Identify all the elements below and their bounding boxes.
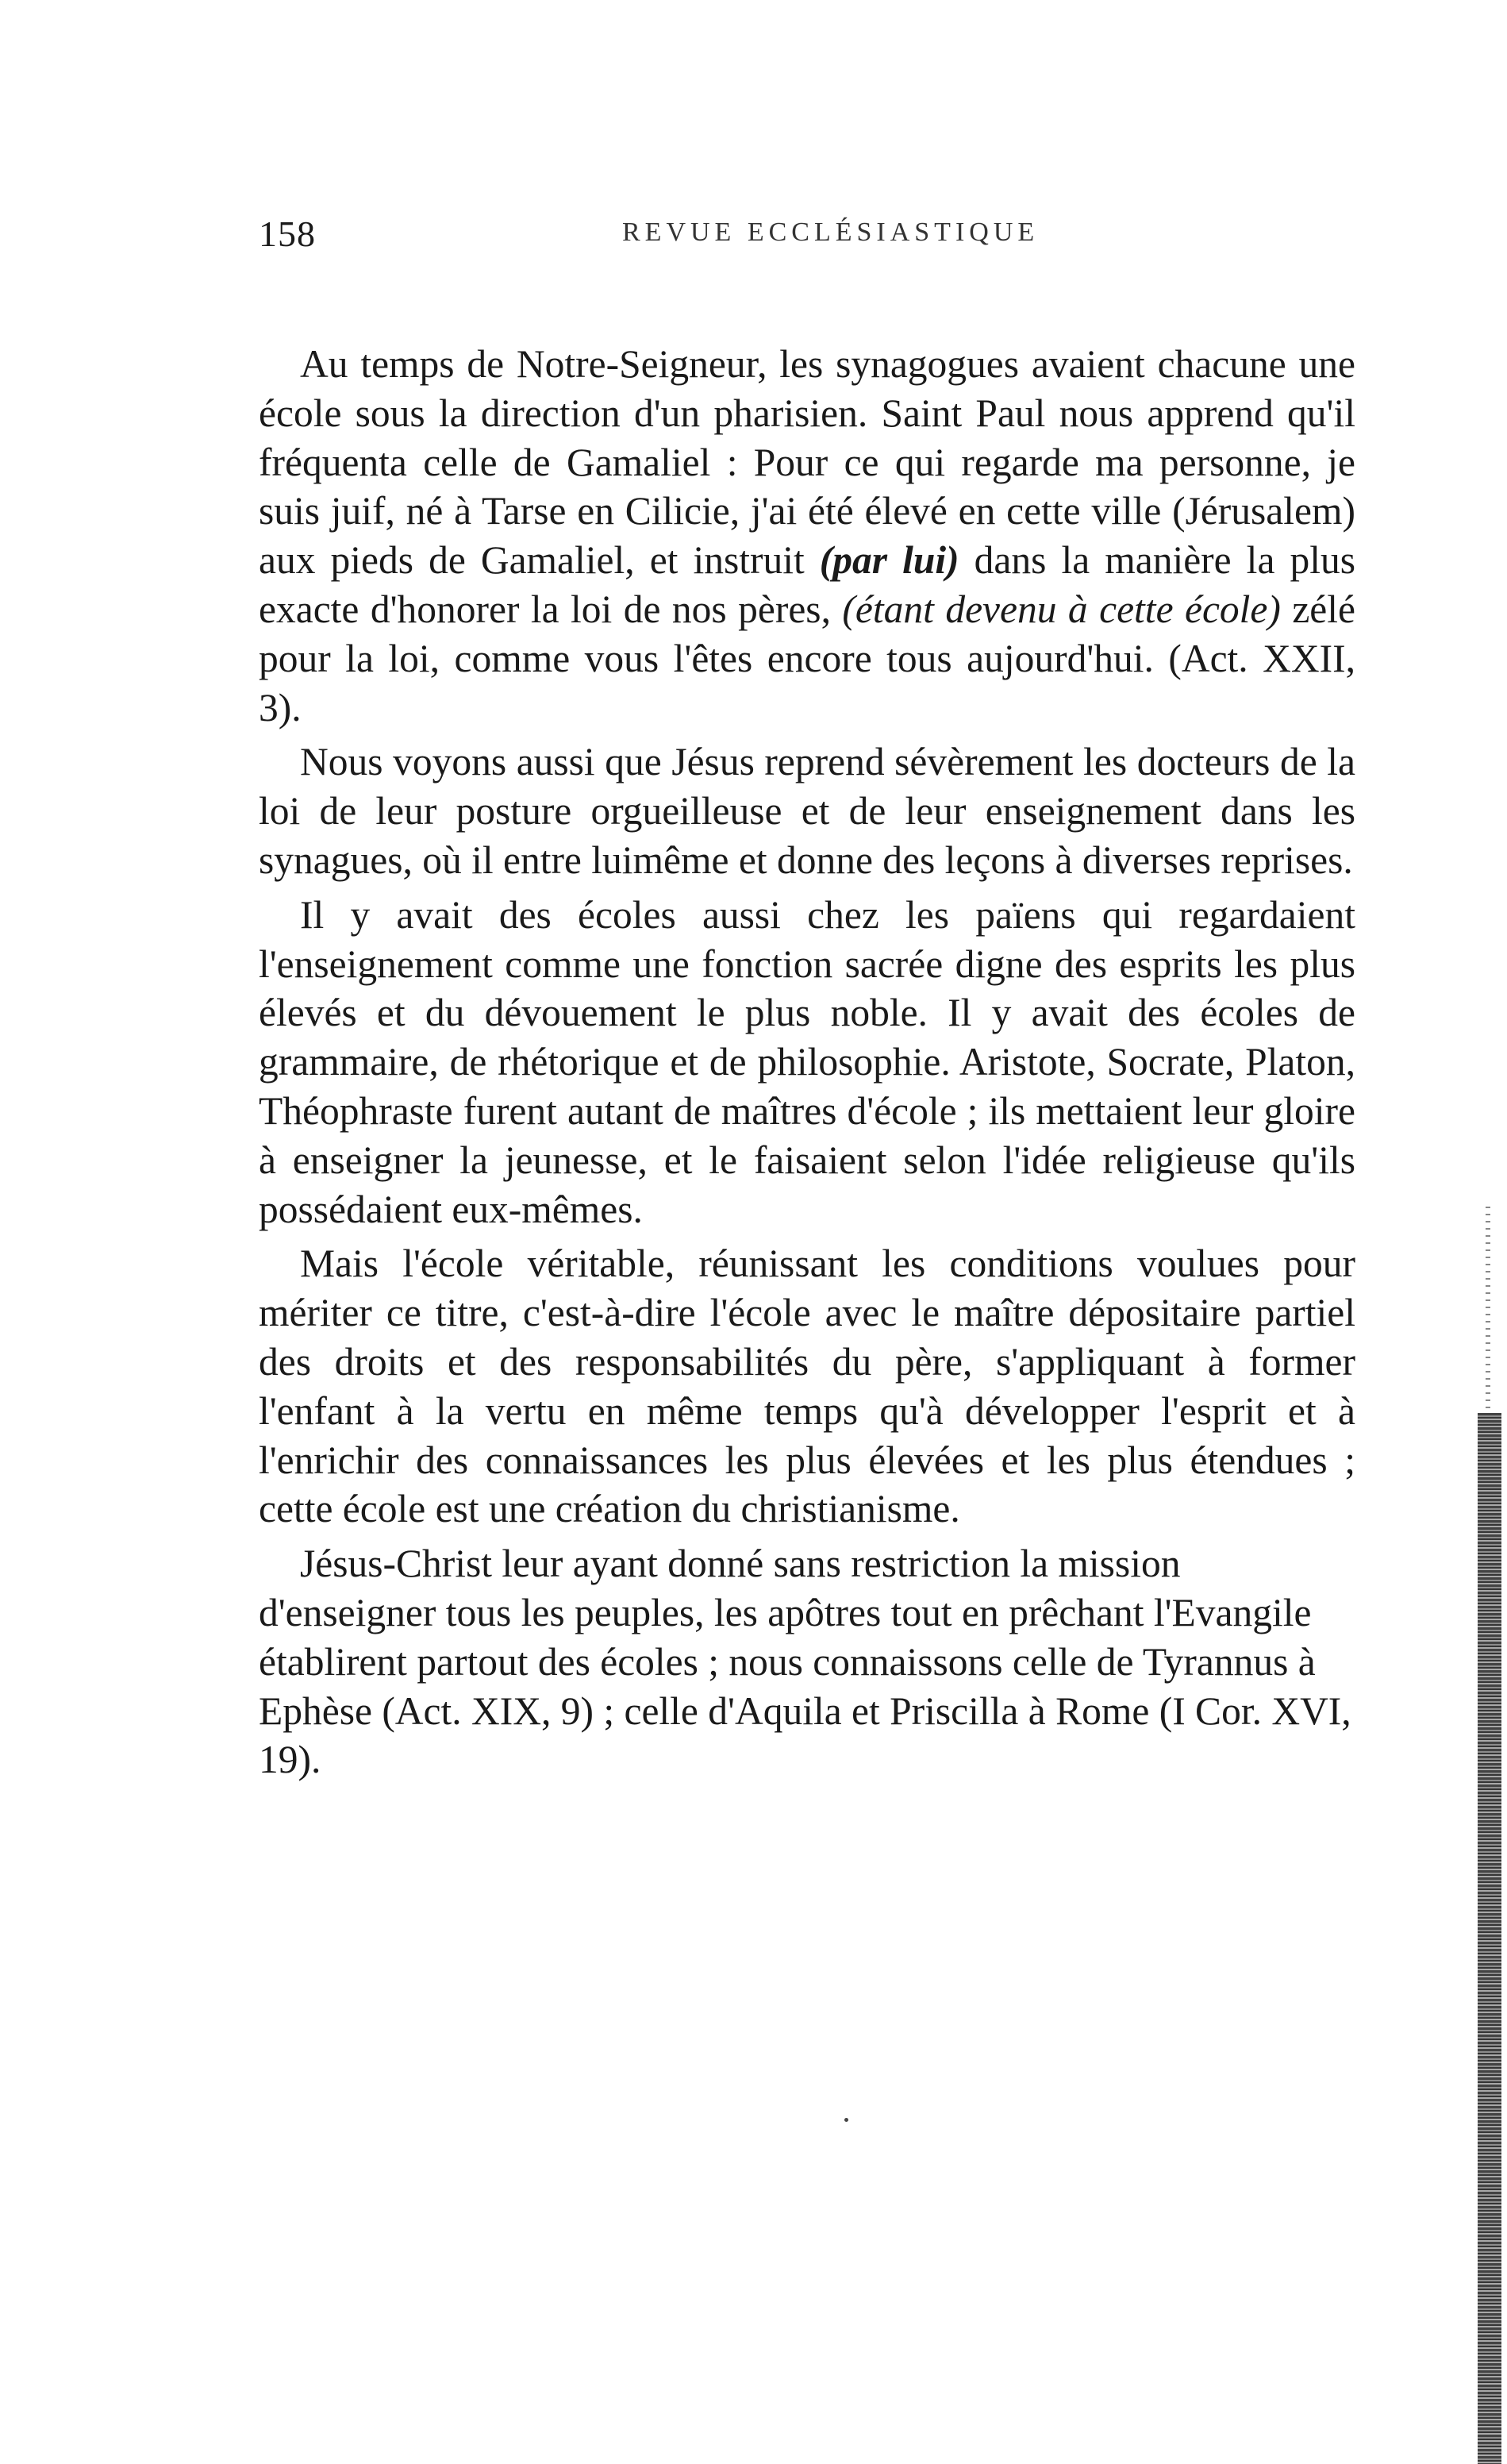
italic-segment: (étant devenu à cette école) <box>842 587 1281 631</box>
paragraph-1 <box>259 340 1355 732</box>
page-edge-marks <box>1486 1207 1490 1413</box>
text-segment: dans la manière la plus exacte d'honorer la loi de nos pères, <box>259 538 1355 631</box>
text-segment: zélé pour la loi, comme vous l'êtes encore tous aujourd'hui. (Act. XXII, 3). <box>259 587 1356 730</box>
text-segment: Nous voyons aussi que Jésus reprend sévèrement les docteurs de la loi de leur posture orgueilleuse et de leur enseignement dans les synagues, où il entre luimême et donne des leçons à diverses reprises. <box>259 740 1355 882</box>
paragraph-5 <box>259 1539 1355 1784</box>
text-segment: Mais l'école véritable, réunissant les conditions voulues pour mériter ce titre, c'est-à-dire l'école avec le maître dépositaire partiel des droits et des responsabilités du père, s'appliquant à former l'enfant à la vertu en même temps qu'à développer l'esprit et à l'enrichir des connaissances les plus élevées et les plus étendues ; cette école est une création du christianisme. <box>259 1242 1355 1531</box>
body-text <box>259 340 1355 1790</box>
emphasis-segment: (par lui) <box>819 538 959 583</box>
page-edge-scan-strip <box>1478 1413 1501 2464</box>
page-header <box>259 213 1386 260</box>
text-segment: Il y avait des écoles aussi chez les païens qui regardaient l'enseignement comme une fonction sacrée digne des esprits les plus élevés et du dévouement le plus noble. Il y avait des écoles de grammaire, de rhétorique et de philosophie. Aristote, Socrate, Platon, Théophraste furent autant de maîtres d'école ; ils mettaient leur gloire à enseigner la jeunesse, et le faisaient selon l'idée religieuse qu'ils possédaient eux-mêmes. <box>259 892 1355 1231</box>
paragraph-3 <box>259 891 1355 1234</box>
ink-dot <box>844 2118 848 2122</box>
paragraph-2 <box>259 737 1355 884</box>
paragraph-4 <box>259 1239 1355 1534</box>
page-number: 158 <box>259 214 316 254</box>
running-title: REVUE ECCLÉSIASTIQUE <box>622 218 1040 247</box>
text-segment: Jésus-Christ leur ayant donné sans restriction la mission d'enseigner tous les peuples, les apôtres tout en prêchant l'Evangile établirent partout des écoles ; nous connaissons celle de Tyrannus à Ephèse (Act. XIX, 9) ; celle d'Aquila et Priscilla à Rome (I Cor. XVI, 19). <box>259 1542 1351 1782</box>
text-segment: Au temps de Notre-Seigneur, les synagogues avaient chacune une école sous la direction d'un pharisien. Saint Paul nous apprend qu'il fréquenta celle de Gamaliel : Pour ce qui regarde ma personne, je suis juif, né à Tarse en Cilicie, j'ai été élevé en cette ville (Jérusalem) aux pieds de Gamaliel, et instruit <box>259 342 1355 583</box>
